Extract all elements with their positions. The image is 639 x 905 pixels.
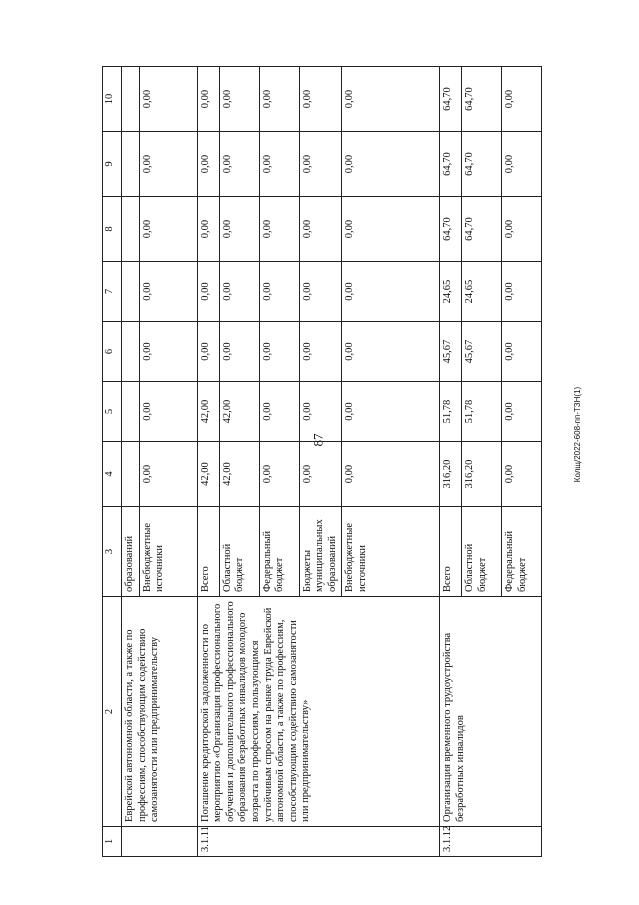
value-cell: 316,20 — [462, 442, 502, 507]
value-cell: 0,00 — [259, 197, 299, 262]
value-cell: 0,00 — [502, 132, 542, 197]
header-cell: 10 — [103, 67, 122, 132]
value-cell: 0,00 — [139, 442, 197, 507]
funding-source-cell: Областной бюджет — [219, 507, 259, 597]
budget-table — [102, 66, 542, 857]
value-cell: 0,00 — [139, 382, 197, 442]
value-cell: 0,00 — [342, 262, 440, 322]
value-cell: 64,70 — [440, 197, 462, 262]
value-cell: 0,00 — [502, 197, 542, 262]
header-cell: 3 — [103, 507, 122, 597]
value-cell: 0,00 — [219, 262, 259, 322]
value-cell: 0,00 — [342, 382, 440, 442]
funding-source-cell: Всего — [197, 507, 219, 597]
value-cell: 0,00 — [299, 67, 342, 132]
value-cell: 64,70 — [462, 197, 502, 262]
value-cell: 0,00 — [219, 197, 259, 262]
header-cell: 9 — [103, 132, 122, 197]
item-number-cell: 3.1.12 — [440, 827, 542, 857]
item-name-cell: Организация временного трудоустройства безработных инвалидов — [440, 597, 542, 827]
funding-source-cell: Областной бюджет — [462, 507, 502, 597]
value-cell: 0,00 — [259, 67, 299, 132]
value-cell: 0,00 — [299, 197, 342, 262]
value-cell: 0,00 — [342, 67, 440, 132]
value-cell: 24,65 — [440, 262, 462, 322]
value-cell: 42,00 — [219, 382, 259, 442]
funding-source-cell: Федеральный бюджет — [259, 507, 299, 597]
value-cell: 51,78 — [440, 382, 462, 442]
value-cell — [122, 442, 140, 507]
value-cell: 0,00 — [197, 322, 219, 382]
value-cell: 64,70 — [462, 132, 502, 197]
header-cell: 6 — [103, 322, 122, 382]
header-cell: 1 — [103, 827, 122, 857]
value-cell: 64,70 — [440, 132, 462, 197]
value-cell: 45,67 — [462, 322, 502, 382]
value-cell — [122, 382, 140, 442]
value-cell: 0,00 — [299, 322, 342, 382]
budget-table-container — [102, 67, 602, 857]
value-cell: 24,65 — [462, 262, 502, 322]
funding-source-cell: Внебюджетные источники — [139, 507, 197, 597]
header-cell: 4 — [103, 442, 122, 507]
value-cell: 0,00 — [139, 322, 197, 382]
item-name-cell: Погашение кредиторской задолженности по мероприятию «Организация профессионального обучения и дополнительного профессионального образования безработных инвалидов молодого возраста по профессиям, пользующимся устойчивым спросом на рынке труда Еврейской автономной области, а также по профессиям, способствующим содействию самозанятости или предпринимательству» — [197, 597, 440, 827]
value-cell — [122, 322, 140, 382]
value-cell: 0,00 — [299, 132, 342, 197]
value-cell: 0,00 — [139, 197, 197, 262]
value-cell: 51,78 — [462, 382, 502, 442]
value-cell: 0,00 — [259, 262, 299, 322]
value-cell — [122, 197, 140, 262]
value-cell: 0,00 — [259, 382, 299, 442]
value-cell: 0,00 — [219, 322, 259, 382]
header-cell: 8 — [103, 197, 122, 262]
value-cell — [122, 67, 140, 132]
header-cell: 2 — [103, 597, 122, 827]
table-row — [122, 67, 140, 857]
item-name-cell: Еврейской автономной области, а также по профессиям, способствующим содействию самозанятости или предпринимательству — [122, 597, 198, 827]
value-cell: 0,00 — [342, 442, 440, 507]
value-cell: 0,00 — [197, 262, 219, 322]
item-number-cell — [122, 827, 198, 857]
page-number: 87 — [310, 433, 326, 447]
value-cell: 42,00 — [197, 382, 219, 442]
value-cell: 0,00 — [299, 442, 342, 507]
footer-code: Колщ/2022-608-пп-ТЗН(1) — [573, 386, 583, 483]
value-cell: 0,00 — [342, 132, 440, 197]
value-cell: 64,70 — [440, 67, 462, 132]
value-cell: 0,00 — [502, 322, 542, 382]
value-cell: 0,00 — [259, 132, 299, 197]
value-cell: 42,00 — [219, 442, 259, 507]
value-cell: 0,00 — [502, 67, 542, 132]
value-cell: 0,00 — [197, 197, 219, 262]
value-cell: 0,00 — [139, 262, 197, 322]
value-cell — [122, 262, 140, 322]
value-cell: 0,00 — [502, 382, 542, 442]
funding-source-cell: Внебюджетные источники — [342, 507, 440, 597]
value-cell: 42,00 — [197, 442, 219, 507]
table-row — [197, 67, 219, 857]
table-row — [440, 67, 462, 857]
value-cell: 0,00 — [139, 67, 197, 132]
value-cell: 0,00 — [219, 67, 259, 132]
header-row — [103, 67, 122, 857]
value-cell: 0,00 — [299, 382, 342, 442]
value-cell — [122, 132, 140, 197]
value-cell: 0,00 — [197, 132, 219, 197]
value-cell: 0,00 — [259, 322, 299, 382]
value-cell: 0,00 — [342, 322, 440, 382]
funding-source-cell: образований — [122, 507, 140, 597]
funding-source-cell: Всего — [440, 507, 462, 597]
funding-source-cell: Федеральный бюджет — [502, 507, 542, 597]
value-cell: 0,00 — [299, 262, 342, 322]
value-cell: 0,00 — [197, 67, 219, 132]
value-cell: 64,70 — [462, 67, 502, 132]
value-cell: 45,67 — [440, 322, 462, 382]
value-cell: 0,00 — [502, 442, 542, 507]
value-cell: 0,00 — [502, 262, 542, 322]
value-cell: 0,00 — [259, 442, 299, 507]
header-cell: 7 — [103, 262, 122, 322]
funding-source-cell: Бюджеты муниципальных образований — [299, 507, 342, 597]
value-cell: 0,00 — [342, 197, 440, 262]
item-number-cell: 3.1.11 — [197, 827, 440, 857]
value-cell: 0,00 — [139, 132, 197, 197]
header-cell: 5 — [103, 382, 122, 442]
value-cell: 316,20 — [440, 442, 462, 507]
value-cell: 0,00 — [219, 132, 259, 197]
